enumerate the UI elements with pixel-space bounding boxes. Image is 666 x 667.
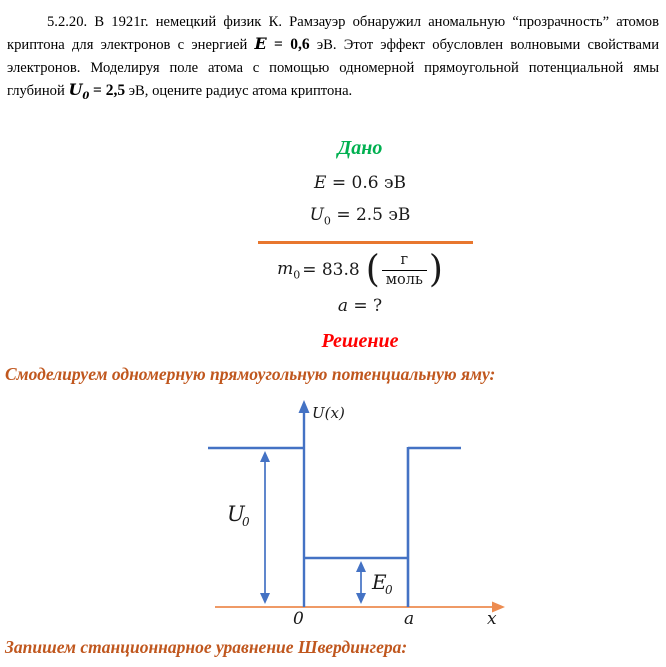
u0-arrowhead-down-icon xyxy=(260,593,270,604)
close-paren: ) xyxy=(428,247,443,291)
problem-line-3 xyxy=(7,57,659,79)
solution-step-1-text: Смоделируем одномерную прямоугольную потенциальную яму: xyxy=(5,364,496,384)
given-separator-rule xyxy=(258,241,473,244)
math-rhs: = 0.6 эВ xyxy=(331,173,406,193)
fraction-numerator: г xyxy=(400,252,409,269)
e0-arrowhead-up-icon xyxy=(356,561,366,572)
problem-statement xyxy=(7,11,659,108)
given-unknown-equation xyxy=(57,296,663,316)
problem-text: глубиной xyxy=(7,82,65,99)
math-unit: эВ. xyxy=(316,37,337,54)
math-subscript: 0 xyxy=(323,214,331,228)
well-width-label: a xyxy=(404,609,415,629)
given-mass-equation xyxy=(57,248,663,292)
math-rhs: = 2.5 эВ xyxy=(336,205,411,225)
math-var-E: E xyxy=(314,173,327,193)
u0-label-subscript: 0 xyxy=(242,515,250,529)
given-depth-equation xyxy=(57,205,663,227)
e0-label-subscript: 0 xyxy=(385,583,393,597)
u0-arrowhead-up-icon xyxy=(260,451,270,462)
problem-text: криптона для электронов с энергией xyxy=(7,37,248,54)
open-paren: ( xyxy=(365,247,380,291)
math-var-a: a xyxy=(337,296,348,316)
math-value: = 0,6 xyxy=(273,36,310,54)
problem-text: эВ, оцените радиус атома криптона. xyxy=(128,82,353,99)
solution-step-2-text: Запишем станционнарное уравнение Швердингера: xyxy=(5,637,408,657)
e0-arrowhead-down-icon xyxy=(356,593,366,604)
solution-section-title: Решение xyxy=(321,330,399,352)
problem-line-1 xyxy=(7,11,659,33)
given-section-title: Дано xyxy=(337,137,383,159)
math-var-U: U xyxy=(309,205,324,225)
math-var-m: $m_0$ xyxy=(277,258,301,282)
given-energy-equation xyxy=(57,173,663,193)
math-value: = 2,5 xyxy=(93,81,126,99)
math-var-U0: $U_0$ xyxy=(68,79,90,103)
math-rhs: = ? xyxy=(353,296,383,316)
problem-text: Этот эффект обусловлен волновыми свойствами xyxy=(343,37,660,54)
y-axis-arrowhead-icon xyxy=(299,400,310,413)
potential-well-diagram xyxy=(170,396,514,632)
problem-line-4 xyxy=(7,79,659,108)
fraction-denominator: моль xyxy=(382,270,427,289)
u0-label: U xyxy=(227,502,245,526)
math-rhs: = 83.8 xyxy=(302,260,360,280)
y-axis-label: U(x) xyxy=(312,404,345,422)
math-var-E: E xyxy=(254,34,267,54)
problem-line-2 xyxy=(7,33,659,56)
x-axis-label: x xyxy=(487,609,497,629)
fraction-g-per-mol xyxy=(382,251,427,288)
problem-text: 5.2.20. В 1921г. немецкий физик К. Рамзауэр обнаружил аномальную “прозрачность” атомов xyxy=(47,14,659,30)
e0-label: E xyxy=(372,570,387,594)
origin-label: 0 xyxy=(293,609,304,629)
problem-text: электронов. Моделируя поле атома с помощью одномерной прямоугольной потенциальной ямы xyxy=(7,59,659,76)
